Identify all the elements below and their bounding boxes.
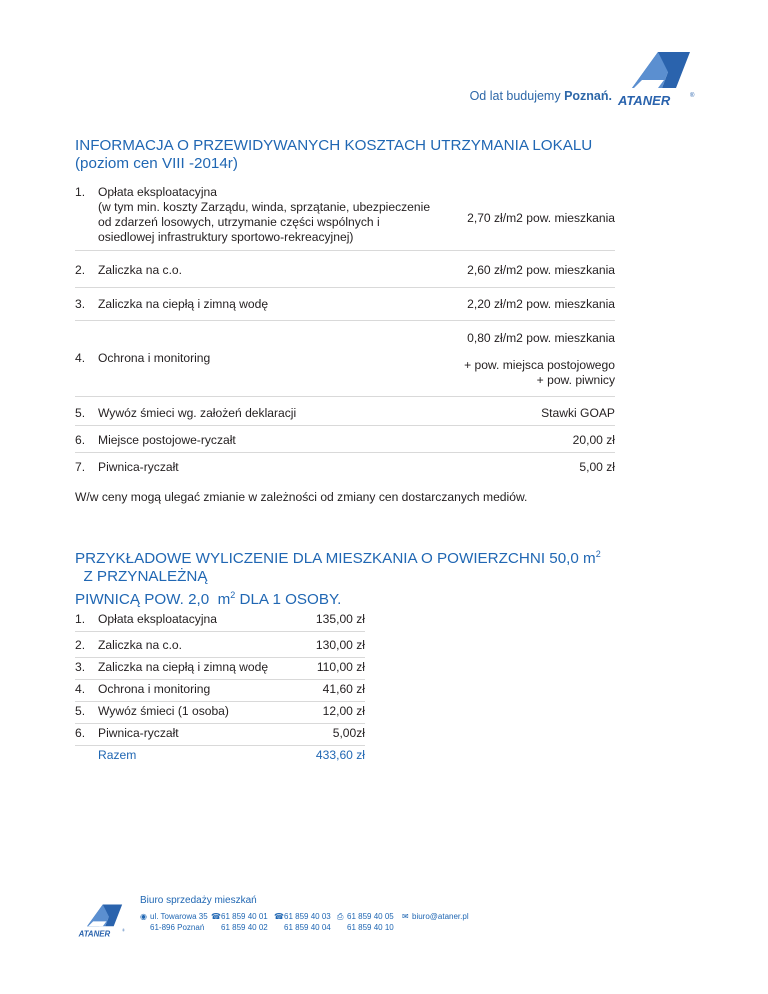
row-value: 5,00zł <box>332 726 365 740</box>
table-row <box>75 460 615 475</box>
row-label: Piwnica-ryczałt <box>98 460 179 474</box>
tagline <box>470 89 612 103</box>
phone-number[interactable]: 61 859 40 02 <box>221 923 268 932</box>
divider <box>75 631 365 632</box>
row-value: 41,60 zł <box>322 682 365 696</box>
row-label-line: od zdarzeń losowych, utrzymanie części wspólnych i <box>98 215 380 229</box>
phone-number[interactable]: 61 859 40 01 <box>221 912 268 921</box>
row-number: 3. <box>75 297 86 311</box>
email-link[interactable]: biuro@ataner.pl <box>412 912 469 921</box>
row-value: Stawki GOAP <box>541 406 615 420</box>
row-number: 1. <box>75 185 86 199</box>
ataner-logo <box>612 50 698 112</box>
section2-title <box>75 545 715 609</box>
row-label: Zaliczka na c.o. <box>98 638 183 652</box>
footer-phones-2 <box>274 911 331 933</box>
section1-title-line2: (poziom cen VIII -2014r) <box>75 155 238 172</box>
divider <box>75 396 615 397</box>
row-value-line: 0,80 zł/m2 pow. mieszkania <box>467 331 615 345</box>
row-number: 5. <box>75 406 86 420</box>
row-value: 5,00 zł <box>579 460 615 474</box>
row-number: 5. <box>75 704 86 718</box>
row-number: 1. <box>75 612 86 626</box>
row-number: 6. <box>75 726 86 740</box>
row-number <box>75 748 98 770</box>
section2-title-sup: 2 <box>595 549 601 559</box>
row-label-line: Opłata eksploatacyjna <box>98 185 217 199</box>
row-label: Miejsce postojowe-ryczałt <box>98 433 236 447</box>
phone-number[interactable]: 61 859 40 04 <box>284 923 331 932</box>
logo-text: ATANER <box>618 93 671 108</box>
row-label-line: osiedlowej infrastruktury sportowo-rekreacyjnej) <box>98 230 354 244</box>
address-line: 61-896 Poznań <box>150 923 205 932</box>
row-number: 4. <box>75 682 86 696</box>
phone-icon: ☎ <box>211 912 221 921</box>
row-value: 135,00 zł <box>315 612 365 626</box>
row-label: Zaliczka na ciepłą i zimną wodę <box>98 660 269 674</box>
fax-icon: ⎙ <box>337 912 344 921</box>
divider <box>75 425 615 426</box>
row-label: Wywóz śmieci (1 osoba) <box>98 704 229 718</box>
row-label: Ochrona i monitoring <box>98 351 211 365</box>
divider <box>75 320 615 321</box>
section2-title-line1 <box>75 545 715 586</box>
phone-icon: ☎ <box>274 912 284 921</box>
section1-title <box>75 137 592 173</box>
row-label: Piwnica-ryczałt <box>98 726 179 740</box>
table-row <box>75 406 615 421</box>
section2-title-sup: 2 <box>230 590 236 600</box>
footer-title: Biuro sprzedaży mieszkań <box>140 895 257 906</box>
row-value: 12,00 zł <box>322 704 365 718</box>
divider <box>75 723 365 724</box>
row-number: 2. <box>75 638 86 652</box>
envelope-icon: ✉ <box>402 912 409 921</box>
row-value: 2,20 zł/m2 pow. mieszkania <box>467 297 615 311</box>
total-value: 433,60 zł <box>315 748 365 762</box>
divider <box>75 452 615 453</box>
row-value: 2,60 zł/m2 pow. mieszkania <box>467 263 615 277</box>
divider <box>75 287 615 288</box>
location-pin-icon: ◉ <box>140 912 147 921</box>
row-value: 2,70 zł/m2 pow. mieszkania <box>467 211 615 225</box>
row-label: Zaliczka na ciepłą i zimną wodę <box>98 297 269 311</box>
divider <box>75 250 615 251</box>
row-value <box>464 331 615 388</box>
row-number: 7. <box>75 460 86 474</box>
divider <box>75 657 365 658</box>
row-number: 2. <box>75 263 86 277</box>
row-value-line: + pow. piwnicy <box>536 373 615 387</box>
total-row <box>75 748 365 770</box>
logo-registered: ® <box>122 928 125 933</box>
section2-title-line2 <box>75 586 715 609</box>
address-line: ul. Towarowa 35 <box>150 912 208 921</box>
row-value: 130,00 zł <box>315 638 365 652</box>
fax-number: 61 859 40 05 <box>347 912 394 921</box>
footer-fax <box>337 911 394 933</box>
row-value: 20,00 zł <box>572 433 615 447</box>
tagline-prefix: Od lat budujemy <box>469 89 565 103</box>
footer <box>75 895 535 945</box>
divider <box>75 679 365 680</box>
table-row <box>75 297 615 312</box>
total-label: Razem <box>98 748 137 762</box>
section1-title-line1: INFORMACJA O PRZEWIDYWANYCH KOSZTACH UTRZYMANIA LOKALU <box>75 137 593 154</box>
divider <box>75 701 365 702</box>
table-row <box>75 263 615 278</box>
row-number: 6. <box>75 433 86 447</box>
row-label: Wywóz śmieci wg. założeń deklaracji <box>98 406 297 420</box>
logo-text: ATANER <box>78 929 111 939</box>
row-number: 3. <box>75 660 86 674</box>
row-number: 4. <box>75 351 86 365</box>
footer-logo <box>75 899 127 945</box>
footer-phones-1 <box>211 911 268 933</box>
row-value: 110,00 zł <box>316 660 365 674</box>
section2-title-text: Z PRZYNALEŻNĄ <box>75 568 208 585</box>
phone-number[interactable]: 61 859 40 03 <box>284 912 331 921</box>
tagline-bold: Poznań. <box>564 89 612 103</box>
row-label <box>98 185 467 245</box>
logo-registered: ® <box>690 93 695 99</box>
section2-title-text: PRZYKŁADOWE WYLICZENIE DLA MIESZKANIA O POWIERZCHNI 50,0 m <box>75 550 596 567</box>
divider <box>75 745 365 746</box>
section2-title-text: PIWNICĄ POW. 2,0 m <box>75 591 231 608</box>
table-row <box>75 185 615 245</box>
row-label-line: (w tym min. koszty Zarządu, winda, sprzątanie, ubezpieczenie <box>98 200 431 214</box>
row-label: Zaliczka na c.o. <box>98 263 183 277</box>
section2-title-text: DLA 1 OSOBY. <box>235 591 342 608</box>
footer-address <box>140 911 208 933</box>
row-value-line: + pow. miejsca postojowego <box>464 358 615 372</box>
price-change-note: W/w ceny mogą ulegać zmianie w zależności od zmiany cen dostarczanych mediów. <box>75 490 528 504</box>
row-label: Ochrona i monitoring <box>98 682 211 696</box>
row-label: Opłata eksploatacyjna <box>98 612 217 626</box>
footer-email <box>402 911 469 922</box>
table-row <box>75 331 615 388</box>
table-row <box>75 433 615 448</box>
fax-number: 61 859 40 10 <box>347 923 394 932</box>
